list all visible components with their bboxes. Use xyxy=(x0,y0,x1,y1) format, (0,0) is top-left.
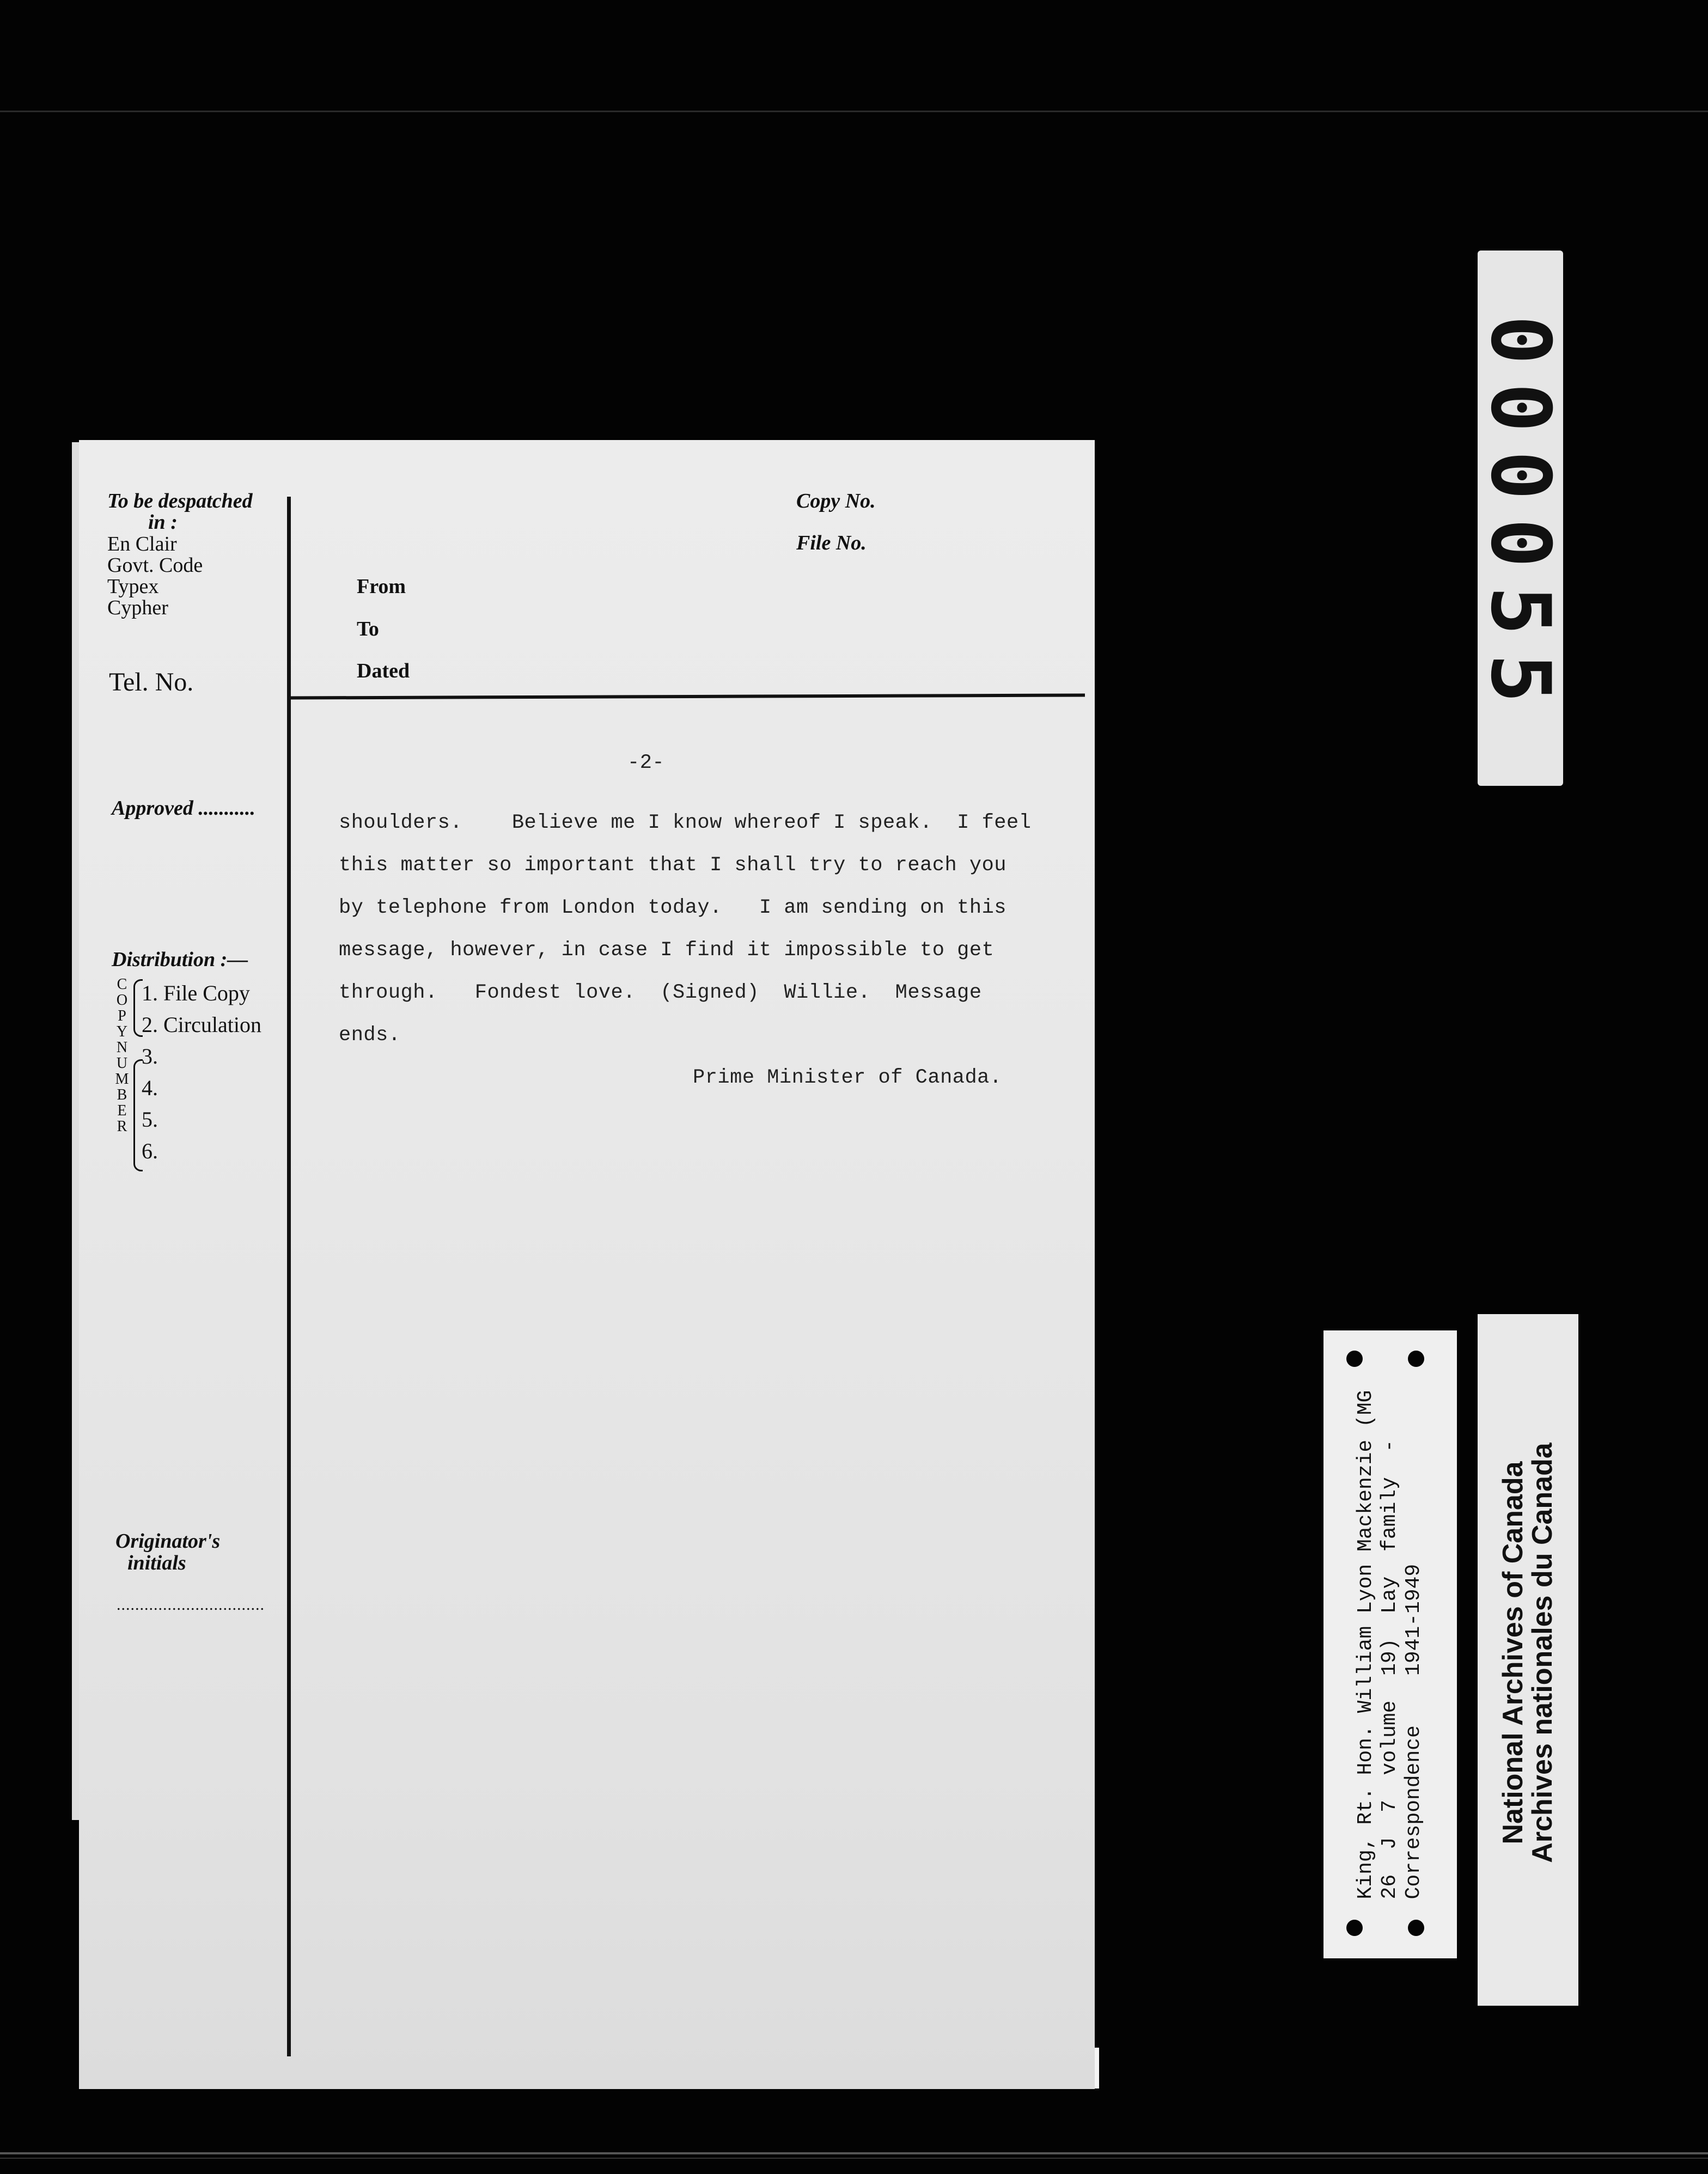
copy-item: 6. xyxy=(142,1139,158,1163)
telegram-form-sheet xyxy=(79,440,1095,2089)
film-edge-bottom xyxy=(0,2152,1708,2154)
message-line: by telephone from London today. I am sending on this xyxy=(339,896,1006,919)
originators-dotted-line: ................................ xyxy=(117,1596,265,1614)
frame-number: 000055 xyxy=(1473,315,1567,722)
dated-label: Dated xyxy=(357,659,410,682)
option-typex: Typex xyxy=(107,575,159,598)
copy-item: 5. xyxy=(142,1107,158,1132)
message-line: ends. xyxy=(339,1024,401,1047)
file-no-label: File No. xyxy=(796,532,867,554)
punch-hole xyxy=(1346,1351,1363,1367)
despatch-heading: To be despatched xyxy=(107,490,253,512)
film-edge-bottom-2 xyxy=(0,2158,1708,2159)
copy-no-label: Copy No. xyxy=(796,490,876,512)
approved-label: Approved ........... xyxy=(112,797,255,820)
copy-item: 4. xyxy=(142,1076,158,1100)
distribution-label: Distribution :— xyxy=(112,948,248,971)
punch-hole xyxy=(1408,1920,1424,1936)
copy-item: 3. xyxy=(142,1044,158,1068)
punch-hole xyxy=(1408,1351,1424,1367)
message-line: shoulders. Believe me I know whereof I speak. I feel xyxy=(339,811,1032,834)
film-edge-top xyxy=(0,111,1708,112)
message-line: through. Fondest love. (Signed) Willie. Message xyxy=(339,981,982,1004)
tel-no-label: Tel. No. xyxy=(109,668,194,697)
punch-hole xyxy=(1346,1920,1363,1936)
despatch-heading-in: in : xyxy=(148,511,178,534)
message-line: message, however, in case I find it impossible to get xyxy=(339,939,995,962)
copy-number-vertical: C O P Y N U M B E R xyxy=(115,976,129,1135)
originators-label: Originator's xyxy=(115,1530,221,1553)
form-vertical-rule xyxy=(287,497,291,2056)
option-govt-code: Govt. Code xyxy=(107,554,203,577)
archives-label-text: National Archives of Canada Archives nationales du Canada xyxy=(1497,1443,1558,1863)
to-label: To xyxy=(357,618,379,640)
archive-reference-text: King, Rt. Hon. William Lyon Mackenzie (MG 26 J 7 volume 19) Lay family - Correspondence 1941-1949 xyxy=(1354,1390,1425,1900)
page-marker: -2- xyxy=(627,752,665,774)
signature-line: Prime Minister of Canada. xyxy=(693,1066,1002,1089)
despatch-options xyxy=(107,534,203,619)
copy-item: 2. Circulation xyxy=(142,1012,261,1037)
originators-label-2: initials xyxy=(127,1552,186,1574)
option-cypher: Cypher xyxy=(107,596,168,619)
message-line: this matter so important that I shall try to reach you xyxy=(339,854,1006,877)
from-label: From xyxy=(357,575,406,598)
copy-list xyxy=(142,978,261,1167)
copy-item: 1. File Copy xyxy=(142,981,250,1005)
option-en-clair: En Clair xyxy=(107,533,177,555)
